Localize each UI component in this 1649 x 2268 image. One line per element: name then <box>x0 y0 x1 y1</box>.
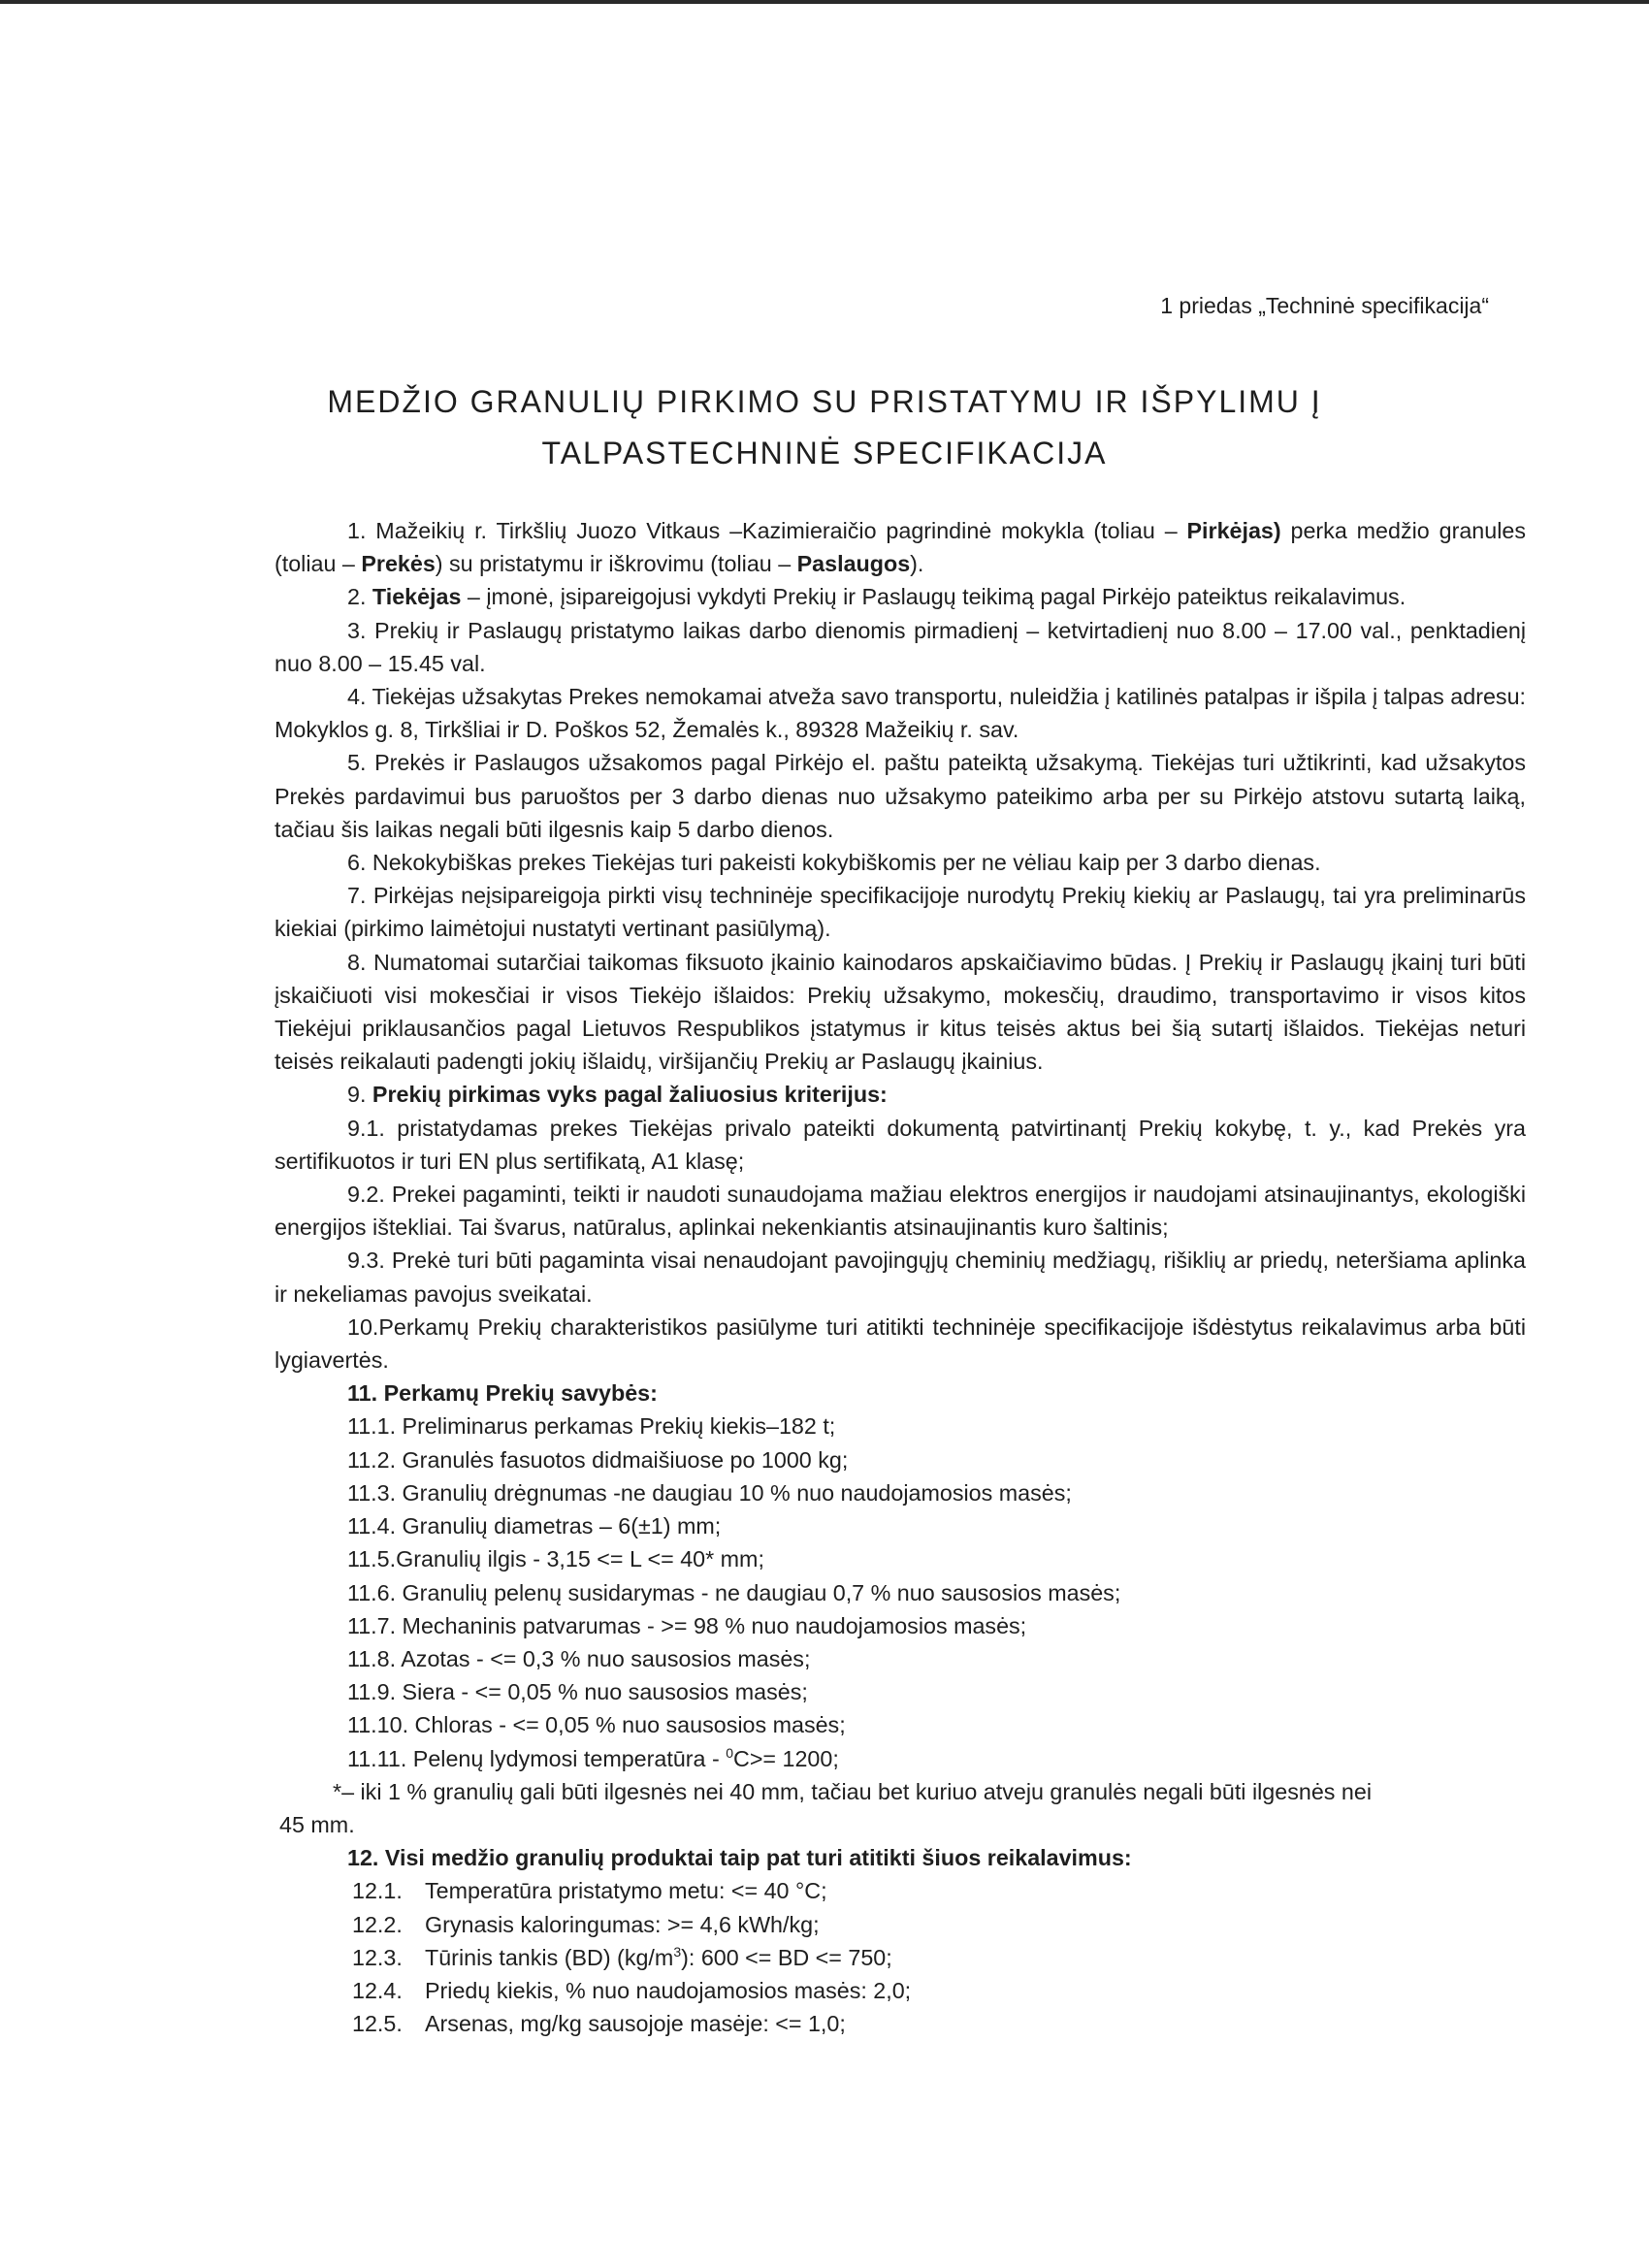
list-item: 11.10. Chloras - <= 0,05 % nuo sausosios masės; <box>347 1712 846 1738</box>
item-11-11-value: C>= 1200; <box>733 1745 839 1771</box>
scan-edge <box>0 0 1649 4</box>
paragraph-5: 5. Prekės ir Paslaugos užsakomos pagal Pirkėjo el. paštu pateiktą užsakymą. Tiekėjas turi užtikrinti, kad užsakytos Prekės pardavimui bus paruoštos per 3 darbo dienas nuo užsakymo pateikimo arba per su Pirkėjo atstovu sutartą laiką, tačiau šis laikas negali būti ilgesnis kaip 5 darbo dienos. <box>275 750 1526 842</box>
paragraph-9-heading <box>275 1078 1526 1111</box>
paragraph-4: 4. Tiekėjas užsakytas Prekes nemokamai atveža savo transportu, nuleidžia į katilinės patalpas ir išpila į talpas adresu: Mokyklos g. 8, Tirkšliai ir D. Poškos 52, Žemalės k., 89328 Mažeikių r. sav. <box>275 684 1526 743</box>
section-12-list <box>275 1874 1526 2040</box>
p9-heading-text: Prekių pirkimas vyks pagal žaliuosius kriterijus: <box>372 1082 888 1108</box>
degree-superscript: 0 <box>726 1744 733 1761</box>
list-item: 11.9. Siera - <= 0,05 % nuo sausosios masės; <box>347 1679 808 1705</box>
cubic-superscript: 3 <box>673 1943 682 1960</box>
paragraph-10: 10.Perkamų Prekių charakteristikos pasiūlyme turi atitikti techninėje specifikacijoje išdėstytus reikalavimus arba būti lygiavertės. <box>275 1313 1526 1374</box>
section-11-heading: 11. Perkamų Prekių savybės: <box>347 1380 658 1407</box>
title-line-1: MEDŽIO GRANULIŲ PIRKIMO SU PRISTATYMU IR IŠPYLIMU Į <box>327 384 1322 419</box>
paragraph-2 <box>275 580 1526 613</box>
item-number: 12.5. <box>352 2011 403 2037</box>
footnote-line-2: 45 mm. <box>279 1811 355 1837</box>
list-item: 11.3. Granulių drėgnumas -ne daugiau 10 % nuo naudojamosios masės; <box>347 1479 1072 1506</box>
list-item <box>352 1908 1526 1941</box>
p1-bold-3: Paslaugos <box>796 551 911 577</box>
item-text: Grynasis kaloringumas: >= 4,6 kWh/kg; <box>425 1911 820 1937</box>
item-number: 12.3. <box>352 1944 403 1970</box>
document-title <box>272 376 1377 479</box>
paragraph-9-1: 9.1. pristatydamas prekes Tiekėjas privalo pateikti dokumentą patvirtinantį Prekių kokybę, t. y., kad Prekės yra sertifikuotos ir turi EN plus sertifikatą, A1 klasę; <box>275 1115 1526 1174</box>
p2-bold-1: Tiekėjas <box>372 584 462 610</box>
p1-text-4: ). <box>910 551 924 577</box>
list-item <box>352 1874 1526 1907</box>
p9-number: 9. <box>347 1082 372 1108</box>
list-item: 11.6. Granulių pelenų susidarymas - ne daugiau 0,7 % nuo sausosios masės; <box>347 1579 1121 1605</box>
item-11-11-text: 11.11. Pelenų lydymosi temperatūra - <box>347 1745 727 1771</box>
section-12-heading: 12. Visi medžio granulių produktai taip pat turi atitikti šiuos reikalavimus: <box>347 1845 1132 1871</box>
list-item-11-11 <box>275 1742 1526 1775</box>
item-number: 12.1. <box>352 1878 403 1904</box>
item-text: Arsenas, mg/kg sausojoje masėje: <= 1,0; <box>425 2011 846 2037</box>
item-number: 12.4. <box>352 1977 403 2003</box>
p2-text-2: – įmonė, įsipareigojusi vykdyti Prekių ir Paslaugų teikimą pagal Pirkėjo pateiktus reikalavimus. <box>461 584 1406 610</box>
item-value: ): 600 <= BD <= 750; <box>681 1944 892 1970</box>
list-item: 11.8. Azotas - <= 0,3 % nuo sausosios masės; <box>347 1645 811 1671</box>
paragraph-9-2: 9.2. Prekei pagaminti, teikti ir naudoti sunaudojama mažiau elektros energijos ir naudojami atsinaujinantys, ekologiški energijos ištekliai. Tai švarus, natūralus, aplinkai nekenkiantis atsinaujinantis kuro šaltinis; <box>275 1182 1526 1241</box>
list-item <box>352 2007 1526 2040</box>
paragraph-9-3: 9.3. Prekė turi būti pagaminta visai nenaudojant pavojingųjų cheminių medžiagų, rišiklių ar priedų, neteršiama aplinka ir nekeliamas pavojus sveikatai. <box>275 1247 1526 1307</box>
p1-text-2: perka medžio granules (toliau – <box>275 518 1526 577</box>
item-text: Priedų kiekis, % nuo naudojamosios masės: 2,0; <box>425 1977 912 2003</box>
list-item: 11.4. Granulių diametras – 6(±1) mm; <box>347 1513 722 1539</box>
item-text: Temperatūra pristatymo metu: <= 40 °C; <box>425 1878 827 1904</box>
p1-text-3: ) su pristatymu ir iškrovimu (toliau – <box>435 551 797 577</box>
p1-bold-2: Prekės <box>361 551 436 577</box>
list-item <box>352 1941 1526 1974</box>
list-item <box>352 1974 1526 2007</box>
p1-text-1: 1. Mažeikių r. Tirkšlių Juozo Vitkaus –Kazimieraičio pagrindinė mokykla (toliau – <box>347 518 1187 543</box>
list-item: 11.5.Granulių ilgis - 3,15 <= L <= 40* mm; <box>347 1546 764 1572</box>
paragraph-8: 8. Numatomai sutarčiai taikomas fiksuoto įkainio kainodaros apskaičiavimo būdas. Į Prekių ir Paslaugų įkainį turi būti įskaičiuoti visi mokesčiai ir visos Tiekėjo išlaidos: Prekių užsakymo, mokesčių, draudimo, transportavimo ir visos kitos Tiekėjui priklausančios pagal Lietuvos Respublikos įstatymus ir kitus teisės aktus bei šią sutartį išlaidos. Tiekėjas neturi teisės reikalauti padengti jokių išlaidų, viršijančių Prekių ar Paslaugų įkainius. <box>275 949 1526 1075</box>
paragraph-6: 6. Nekokybiškas prekes Tiekėjas turi pakeisti kokybiškomis per ne vėliau kaip per 3 darbo dienas. <box>347 850 1321 876</box>
item-text: Tūrinis tankis (BD) (kg/m <box>425 1944 674 1970</box>
item-number: 12.2. <box>352 1911 403 1937</box>
footnote-line-1: *– iki 1 % granulių gali būti ilgesnės nei 40 mm, tačiau bet kuriuo atveju granulės negali būti ilgesnės nei <box>333 1778 1372 1804</box>
p2-text-1: 2. <box>347 584 372 610</box>
list-item: 11.7. Mechaninis patvarumas - >= 98 % nuo naudojamosios masės; <box>347 1612 1027 1638</box>
annex-label: 1 priedas „Techninė specifikacija“ <box>1160 293 1489 318</box>
paragraph-7: 7. Pirkėjas neįsipareigoja pirkti visų techninėje specifikacijoje nurodytų Prekių kiekių ar Paslaugų, tai yra preliminarūs kiekiai (pirkimo laimėtojui nustatyti vertinant pasiūlymą). <box>275 883 1526 942</box>
list-item: 11.1. Preliminarus perkamas Prekių kiekis–182 t; <box>347 1413 836 1440</box>
paragraph-1 <box>275 514 1526 580</box>
p1-bold-1: Pirkėjas) <box>1186 518 1281 543</box>
document-body <box>275 514 1526 2040</box>
list-item: 11.2. Granulės fasuotos didmaišiuose po 1000 kg; <box>347 1446 849 1473</box>
title-line-2: TALPASTECHNINĖ SPECIFIKACIJA <box>541 436 1108 470</box>
paragraph-3: 3. Prekių ir Paslaugų pristatymo laikas darbo dienomis pirmadienį – ketvirtadienį nuo 8.00 – 17.00 val., penktadienį nuo 8.00 – 15.45 val. <box>275 617 1526 676</box>
